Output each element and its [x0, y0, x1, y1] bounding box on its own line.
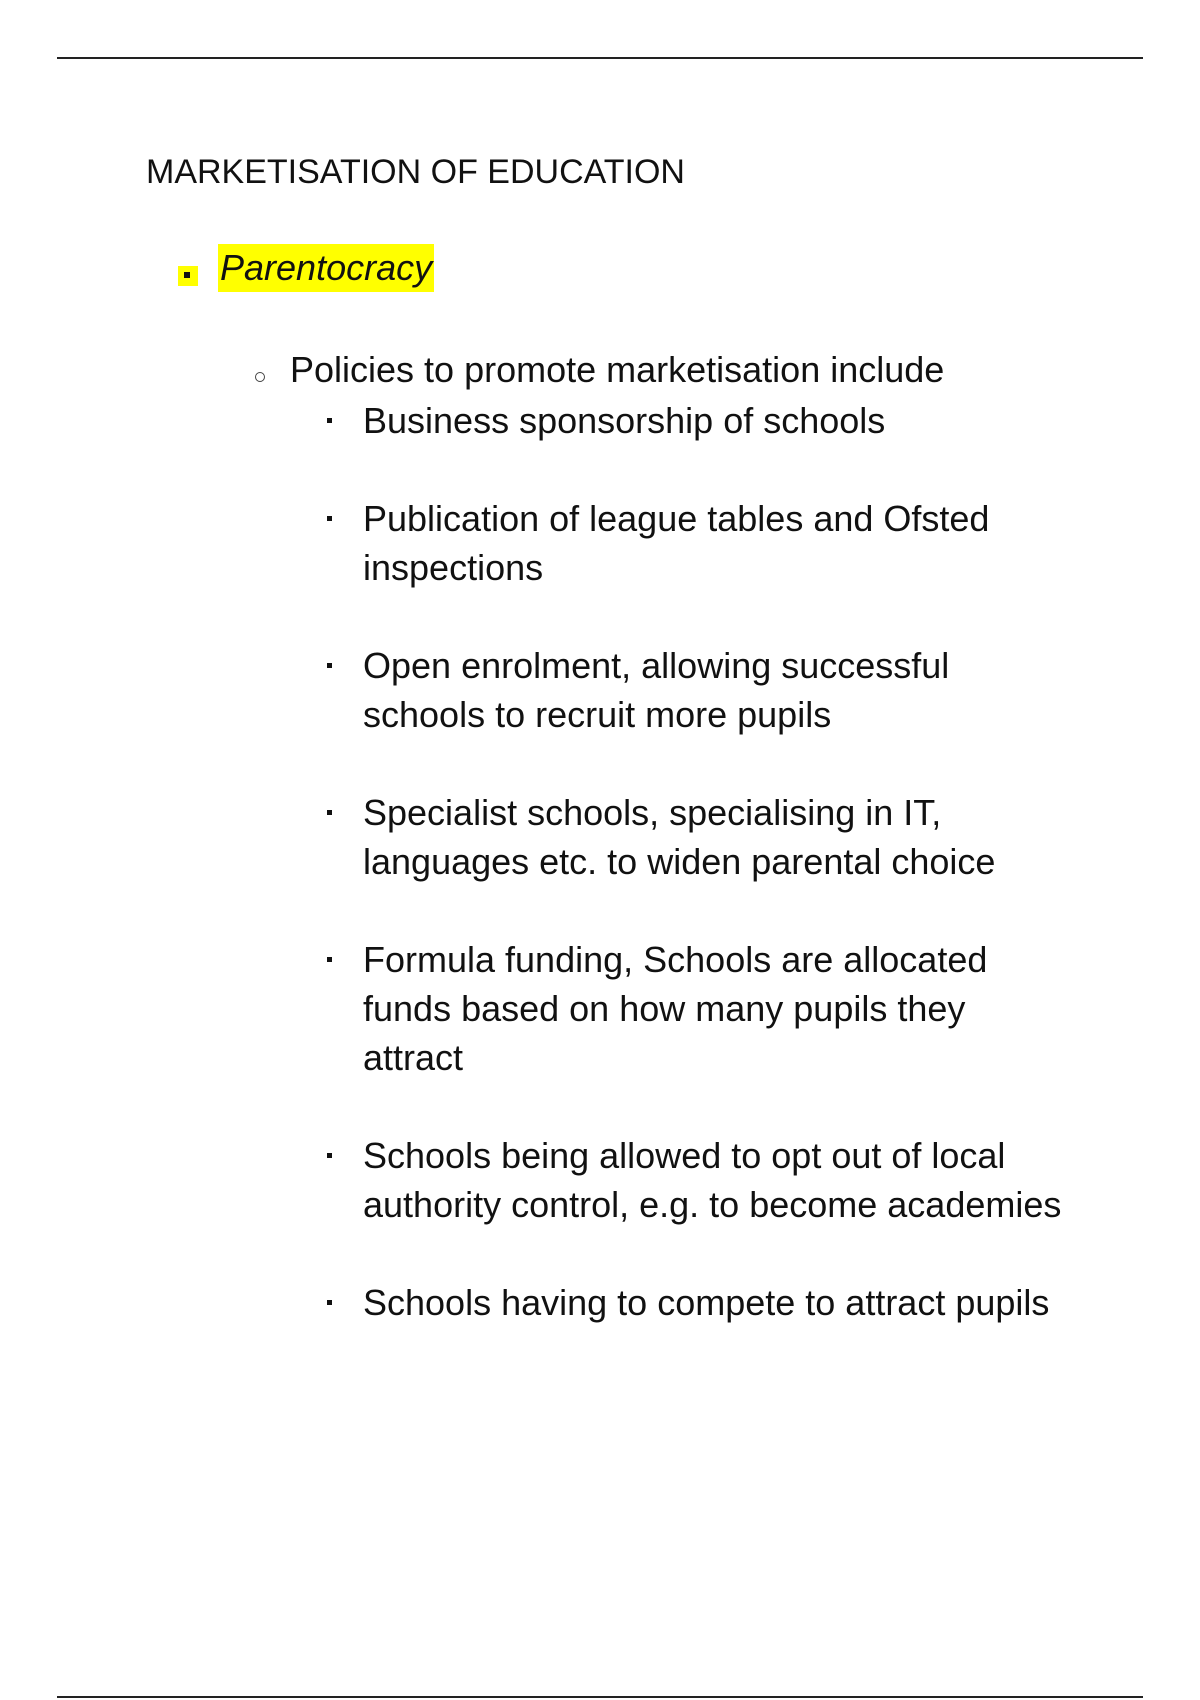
highlighted-heading: Parentocracy: [218, 244, 434, 292]
circle-bullet-icon: [255, 372, 265, 382]
list-item-text: Business sponsorship of schools: [363, 400, 886, 441]
list-item-text: Schools having to compete to attract pupils: [363, 1282, 1050, 1323]
policies-list: [325, 396, 1065, 1376]
header-rule: [57, 57, 1143, 59]
list-item: [325, 396, 1065, 445]
list-item-text: Open enrolment, allowing successful schools to recruit more pupils: [363, 645, 950, 735]
list-item: [325, 1278, 1065, 1327]
list-item: [325, 1131, 1065, 1229]
list-item: [325, 641, 1065, 739]
list-item: [325, 494, 1065, 592]
list-item-text: Specialist schools, specialising in IT, languages etc. to widen parental choice: [363, 792, 996, 882]
square-bullet-icon: [327, 810, 332, 815]
list-item-text: Publication of league tables and Ofsted inspections: [363, 498, 990, 588]
document-title: MARKETISATION OF EDUCATION: [146, 153, 685, 191]
square-bullet-icon: [327, 418, 332, 423]
square-bullet-icon: [327, 516, 332, 521]
list-item-text: Schools being allowed to opt out of local authority control, e.g. to become academies: [363, 1135, 1062, 1225]
square-bullet-icon: [327, 1300, 332, 1305]
list-item: [325, 788, 1065, 886]
square-bullet-icon: [178, 266, 198, 286]
policies-intro-text: Policies to promote marketisation include: [290, 349, 945, 390]
list-item-text: Formula funding, Schools are allocated funds based on how many pupils they attract: [363, 939, 988, 1078]
footer-rule: [57, 1696, 1143, 1698]
square-bullet-icon: [327, 663, 332, 668]
square-bullet-icon: [327, 957, 332, 962]
square-bullet-icon: [327, 1153, 332, 1158]
list-item: [325, 935, 1065, 1082]
